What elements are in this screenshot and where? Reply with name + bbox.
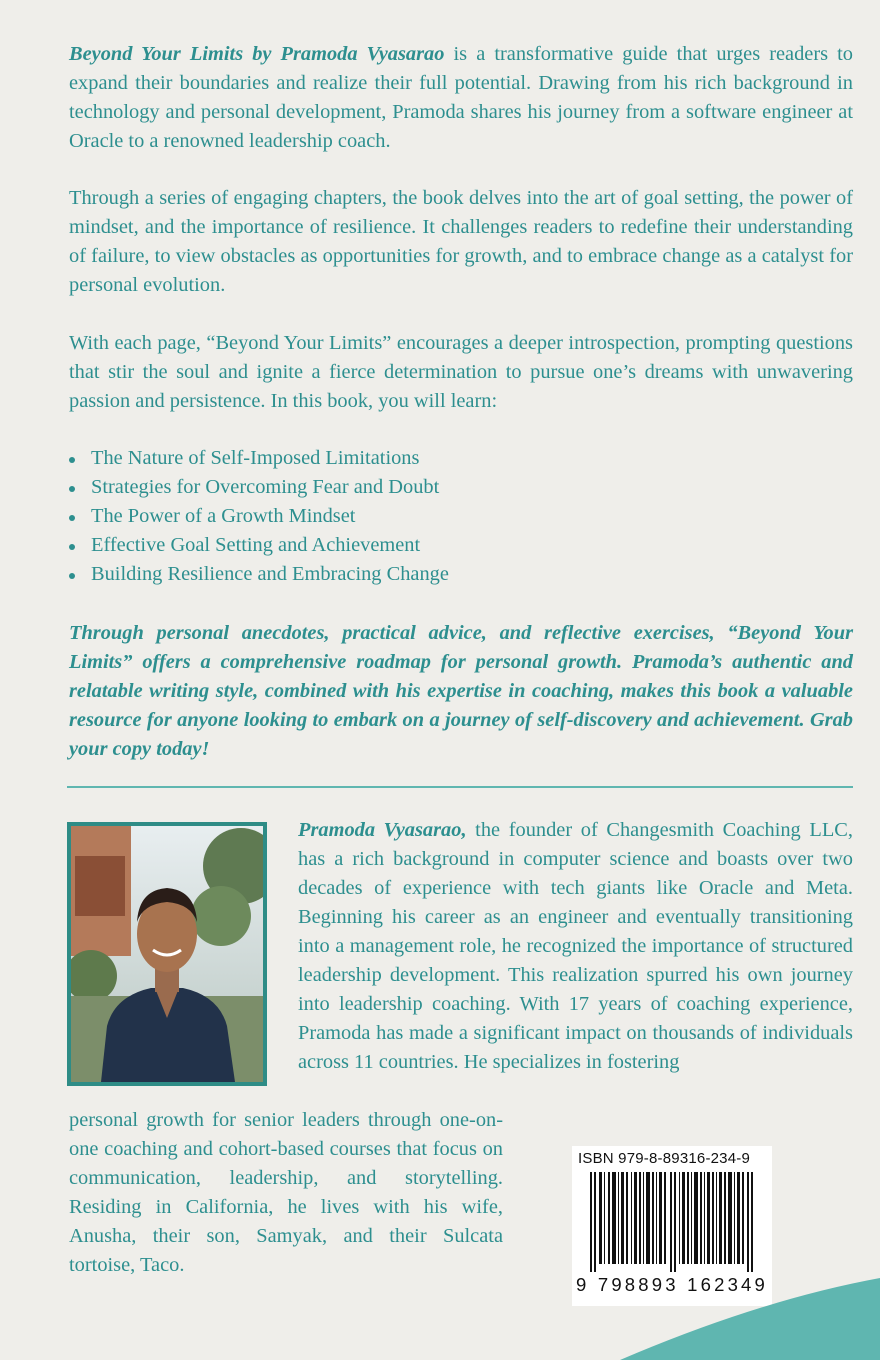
list-item: The Power of a Growth Mindset [69, 502, 769, 531]
author-name: Pramoda Vyasarao, [298, 819, 467, 841]
isbn-label: ISBN 979-8-89316-234-9 [578, 1150, 751, 1167]
paragraph-chapters: Through a series of engaging chapters, the book delves into the art of goal setting, the power of mindset, and the importance of resilience. It challenges readers to redefine their understanding of failure, to view obstacles as opportunities for growth, and to embrace change as a catalyst for personal evolution. [69, 187, 853, 296]
list-item: The Nature of Self-Imposed Limitations [69, 444, 769, 473]
intro-lead: Beyond Your Limits by Pramoda Vyasarao [69, 43, 445, 65]
paragraph-introspection: With each page, “Beyond Your Limits” encourages a deeper introspection, prompting questions that stir the soul and ignite a fierce determination to pursue one’s dreams with unwavering passion and persistence. In this book, you will learn: [69, 332, 853, 412]
list-item: Strategies for Overcoming Fear and Doubt [69, 473, 769, 502]
list-item: Building Resilience and Embracing Change [69, 560, 769, 589]
list-item: Effective Goal Setting and Achievement [69, 531, 769, 560]
author-bio-continued: personal growth for senior leaders through one-on-one coaching and cohort-based courses that focus on communication, leadership, and storytelling. Residing in California, he lives with his wife, Anusha, their son, Samyak, and their Sulcata tortoise, Taco. [69, 1109, 503, 1276]
closing-paragraph: Through personal anecdotes, practical advice, and reflective exercises, “Beyond Your Limits” offers a comprehensive roadmap for personal growth. Pramoda’s authentic and relatable writing style, combined with his expertise in coaching, makes this book a valuable resource for anyone looking to embark on a journey of self-discovery and achievement. Grab your copy today! [69, 622, 853, 760]
intro-text: is a transformative guide that urges readers to expand their boundaries and realize their full potential. Drawing from his rich background in technology and personal development, Pramoda shares his journey from a software engineer at Oracle to a renowned leadership coach. [69, 43, 854, 152]
author-bio-text: the founder of Changesmith Coaching LLC, has a rich background in computer science and boasts over two decades of experience with tech giants like Oracle and Meta. Beginning his career as an engineer and eventually transitioning into a management role, he recognized the importance of structured leadership development. This realization spurred his own journey into leadership coaching. With 17 years of coaching experience, Pramoda has made a significant impact on thousands of individuals across 11 countries. He specializes in fostering [298, 819, 853, 1073]
isbn-digits: 9 798893 162349 [576, 1274, 769, 1295]
